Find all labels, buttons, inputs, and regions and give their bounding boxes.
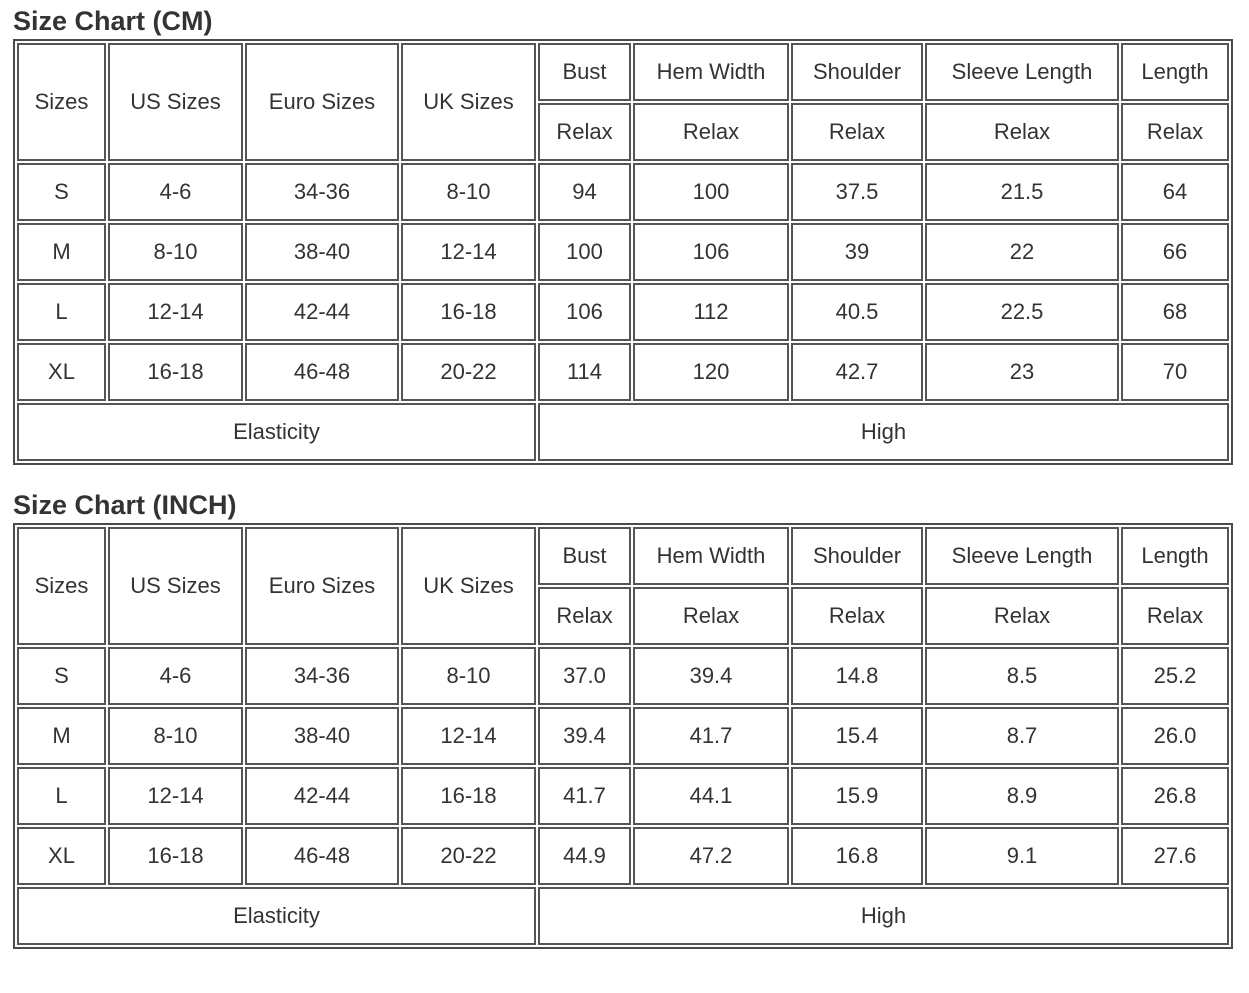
table-cell: 9.1: [925, 827, 1119, 885]
header-euro-sizes: Euro Sizes: [245, 527, 399, 645]
table-cell: 21.5: [925, 163, 1119, 221]
table-cell: M: [17, 223, 106, 281]
table-cell: 41.7: [633, 707, 789, 765]
table-cell: 12-14: [108, 283, 243, 341]
table-cell: 26.8: [1121, 767, 1229, 825]
table-row: [17, 343, 1229, 401]
table-cell: 42-44: [245, 767, 399, 825]
table-cell: 46-48: [245, 343, 399, 401]
table-cell: 8.5: [925, 647, 1119, 705]
header-bust: Bust: [538, 43, 631, 101]
header-row: [17, 43, 1229, 101]
table-cell: 34-36: [245, 647, 399, 705]
table-cell: 8-10: [108, 707, 243, 765]
table-cell: 12-14: [401, 707, 536, 765]
header-row: [17, 527, 1229, 585]
table-cell: 38-40: [245, 707, 399, 765]
table-cell: 66: [1121, 223, 1229, 281]
table-row: [17, 707, 1229, 765]
subheader-shoulder-relax: Relax: [791, 587, 923, 645]
header-euro-sizes: Euro Sizes: [245, 43, 399, 161]
header-bust: Bust: [538, 527, 631, 585]
table-cell: 16-18: [401, 283, 536, 341]
table-cell: 47.2: [633, 827, 789, 885]
table-cell: 16-18: [108, 343, 243, 401]
header-sizes: Sizes: [17, 43, 106, 161]
table-cell: 46-48: [245, 827, 399, 885]
table-cell: 38-40: [245, 223, 399, 281]
table-cell: 14.8: [791, 647, 923, 705]
table-row: [17, 767, 1229, 825]
header-sleeve-length: Sleeve Length: [925, 527, 1119, 585]
table-cell: 34-36: [245, 163, 399, 221]
header-sizes: Sizes: [17, 527, 106, 645]
table-cell: S: [17, 163, 106, 221]
table-cell: 106: [633, 223, 789, 281]
table-cell: 42-44: [245, 283, 399, 341]
subheader-sleeve-length-relax: Relax: [925, 103, 1119, 161]
table-cell: 12-14: [108, 767, 243, 825]
table-row: [17, 163, 1229, 221]
table-cell: 39.4: [538, 707, 631, 765]
table-cell: 114: [538, 343, 631, 401]
header-hem-width: Hem Width: [633, 527, 789, 585]
header-uk-sizes: UK Sizes: [401, 527, 536, 645]
table-cell: 44.1: [633, 767, 789, 825]
table-cell: 120: [633, 343, 789, 401]
header-shoulder: Shoulder: [791, 43, 923, 101]
header-shoulder: Shoulder: [791, 527, 923, 585]
table-cell: 16.8: [791, 827, 923, 885]
table-cell: 15.9: [791, 767, 923, 825]
size-chart-inch-table: [13, 523, 1233, 949]
table-cell: 20-22: [401, 343, 536, 401]
table-cell: 20-22: [401, 827, 536, 885]
header-length: Length: [1121, 43, 1229, 101]
table-cell: 39.4: [633, 647, 789, 705]
table-cell: 22: [925, 223, 1119, 281]
table-cell: 106: [538, 283, 631, 341]
subheader-shoulder-relax: Relax: [791, 103, 923, 161]
table-cell: 25.2: [1121, 647, 1229, 705]
subheader-bust-relax: Relax: [538, 587, 631, 645]
subheader-bust-relax: Relax: [538, 103, 631, 161]
table-cell: 4-6: [108, 647, 243, 705]
table-cell: 44.9: [538, 827, 631, 885]
table-row: [17, 223, 1229, 281]
table-cell: 8-10: [108, 223, 243, 281]
table-cell: 23: [925, 343, 1119, 401]
table-cell: M: [17, 707, 106, 765]
table-cell: 39: [791, 223, 923, 281]
subheader-sleeve-length-relax: Relax: [925, 587, 1119, 645]
table-cell: 100: [633, 163, 789, 221]
table-cell: XL: [17, 827, 106, 885]
table-cell: L: [17, 767, 106, 825]
table-cell: 68: [1121, 283, 1229, 341]
table-cell: 22.5: [925, 283, 1119, 341]
table-cell: 41.7: [538, 767, 631, 825]
subheader-length-relax: Relax: [1121, 103, 1229, 161]
size-chart-inch-title: Size Chart (INCH): [13, 490, 237, 520]
table-row: [17, 827, 1229, 885]
elasticity-label: Elasticity: [17, 887, 536, 945]
table-row: [17, 283, 1229, 341]
table-cell: 112: [633, 283, 789, 341]
table-cell: 42.7: [791, 343, 923, 401]
table-cell: 37.5: [791, 163, 923, 221]
footer-row: [17, 887, 1229, 945]
header-hem-width: Hem Width: [633, 43, 789, 101]
size-chart-cm-title: Size Chart (CM): [13, 6, 213, 36]
table-cell: 16-18: [108, 827, 243, 885]
header-us-sizes: US Sizes: [108, 527, 243, 645]
subheader-length-relax: Relax: [1121, 587, 1229, 645]
table-cell: 4-6: [108, 163, 243, 221]
table-cell: 27.6: [1121, 827, 1229, 885]
table-cell: S: [17, 647, 106, 705]
table-cell: 37.0: [538, 647, 631, 705]
table-cell: 100: [538, 223, 631, 281]
header-us-sizes: US Sizes: [108, 43, 243, 161]
elasticity-value: High: [538, 887, 1229, 945]
header-sleeve-length: Sleeve Length: [925, 43, 1119, 101]
subheader-hem-width-relax: Relax: [633, 103, 789, 161]
table-cell: L: [17, 283, 106, 341]
table-cell: 16-18: [401, 767, 536, 825]
table-row: [17, 647, 1229, 705]
table-cell: 8.7: [925, 707, 1119, 765]
elasticity-label: Elasticity: [17, 403, 536, 461]
table-cell: 8.9: [925, 767, 1119, 825]
footer-row: [17, 403, 1229, 461]
table-cell: 8-10: [401, 163, 536, 221]
header-length: Length: [1121, 527, 1229, 585]
table-cell: XL: [17, 343, 106, 401]
subheader-hem-width-relax: Relax: [633, 587, 789, 645]
elasticity-value: High: [538, 403, 1229, 461]
table-cell: 26.0: [1121, 707, 1229, 765]
table-cell: 64: [1121, 163, 1229, 221]
table-cell: 15.4: [791, 707, 923, 765]
table-cell: 40.5: [791, 283, 923, 341]
header-uk-sizes: UK Sizes: [401, 43, 536, 161]
size-chart-cm-table: [13, 39, 1233, 465]
table-cell: 12-14: [401, 223, 536, 281]
table-cell: 8-10: [401, 647, 536, 705]
table-cell: 70: [1121, 343, 1229, 401]
table-cell: 94: [538, 163, 631, 221]
